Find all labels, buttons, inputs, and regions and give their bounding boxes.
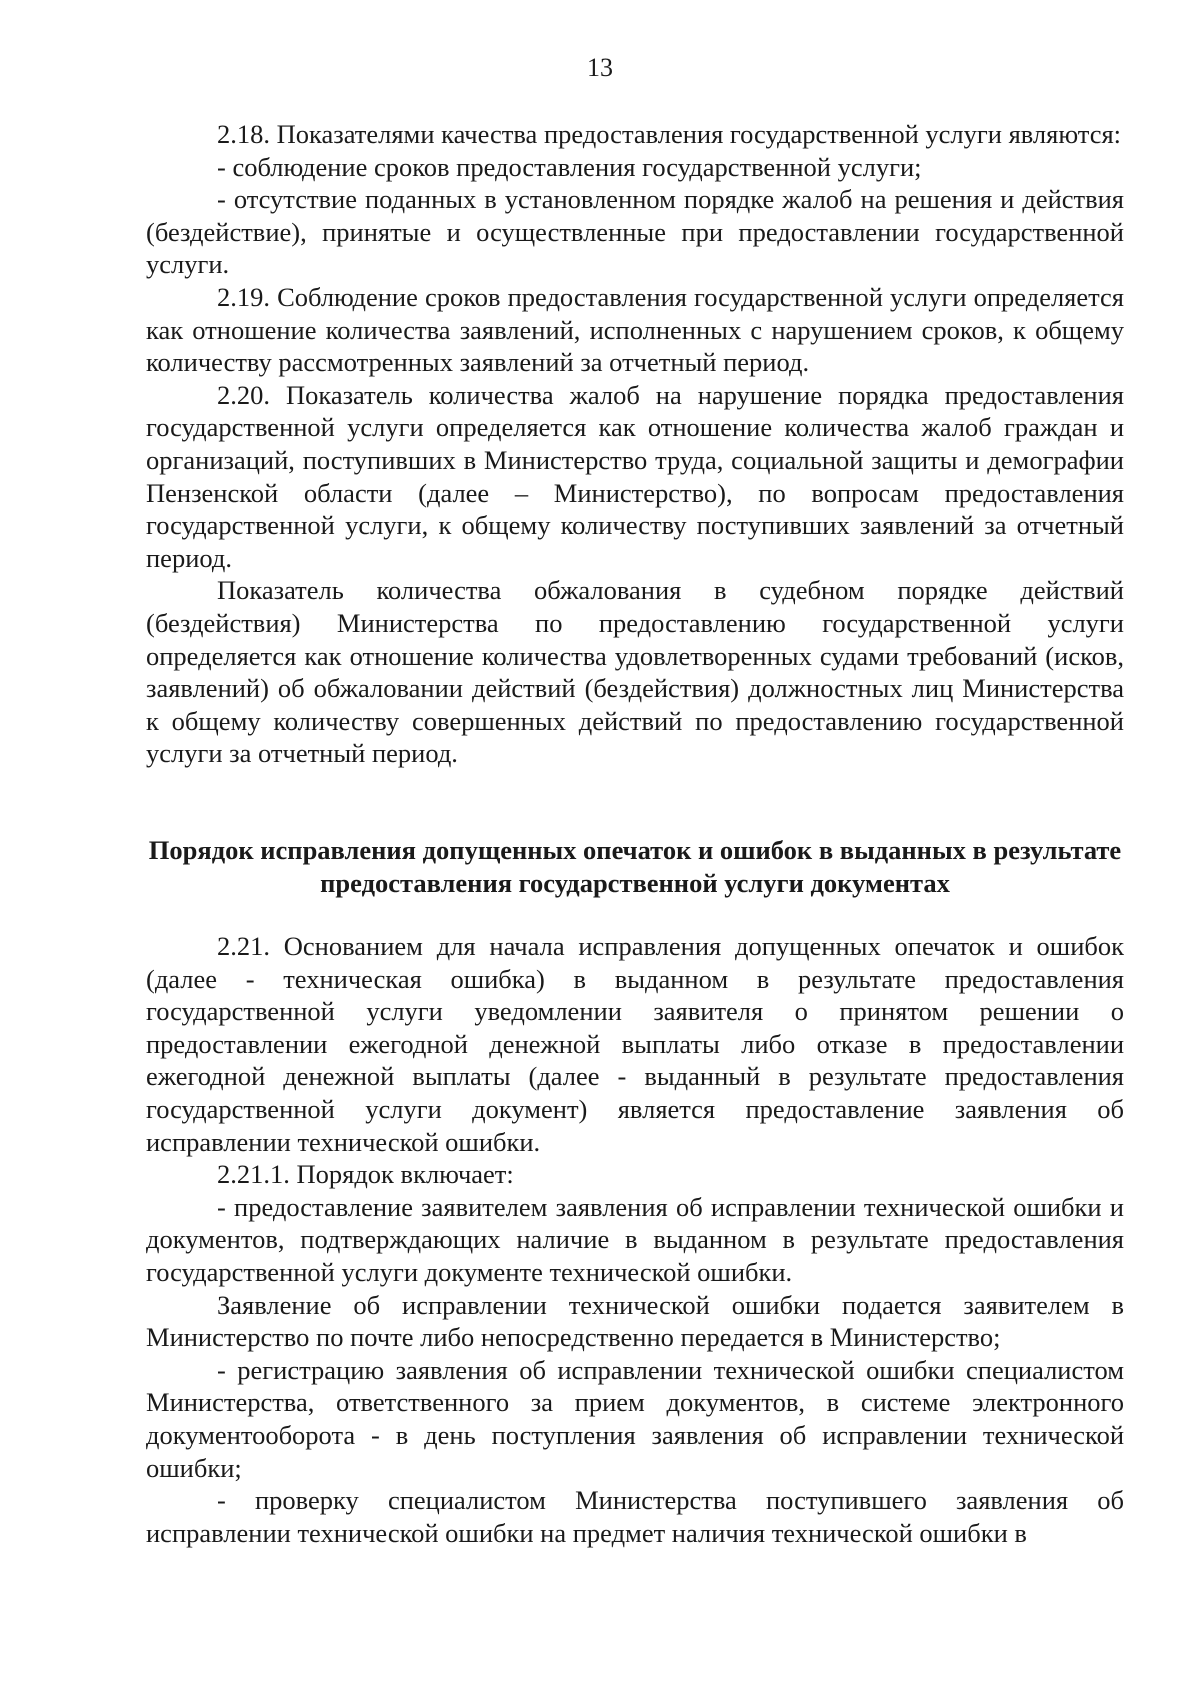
paragraph-2-18: 2.18. Показателями качества предоставления государственной услуги являются:	[217, 119, 1122, 149]
section-quality-indicators	[146, 118, 1124, 770]
paragraph-2-21-1: 2.21.1. Порядок включает:	[217, 1159, 514, 1190]
list-item-deadlines: - соблюдение сроков предоставления государственной услуги;	[217, 151, 922, 182]
paragraph-2-21: 2.21. Основанием для начала исправления допущенных опечаток и ошибок (далее - техническая ошибка) в выданном в результате предоставления государственной услуги уведомлении заявителя о принятом решении о предоставлении ежегодной денежной выплаты либо отказе в предоставлении ежегодной денежной выплаты (далее - выданный в результате предоставления государственной услуги документ) является предоставление заявления об исправлении технической ошибки.	[146, 931, 1124, 1157]
list-item-no-complaints: - отсутствие поданных в установленном порядке жалоб на решения и действия (бездействие), принятые и осуществленные при предоставлении государственной услуги.	[146, 184, 1124, 280]
list-item-verification: - проверку специалистом Министерства поступившего заявления об исправлении технической ошибки на предмет наличия технической ошибки в	[146, 1485, 1124, 1548]
paragraph-2-19: 2.19. Соблюдение сроков предоставления государственной услуги определяется как отношение количества заявлений, исполненных с нарушением сроков, к общему количеству рассмотренных заявлений за отчетный период.	[146, 281, 1124, 378]
section-error-correction	[146, 930, 1124, 1549]
list-item-submission: - предоставление заявителем заявления об исправлении технической ошибки и документов, подтверждающих наличие в выданном в результате предоставления государственной услуги документе технической ошибки.	[146, 1191, 1124, 1287]
section-heading: Порядок исправления допущенных опечаток и ошибок в выданных в результате предоставления государственной услуги документах	[148, 835, 1122, 898]
paragraph-court-appeals: Показатель количества обжалования в судебном порядке действий (бездействия) Министерства по предоставлению государственной услуги определяется как отношение количества удовлетворенных судами требований (исков, заявлений) об обжаловании действий (бездействия) должностных лиц Министерства к общему количеству совершенных действий по предоставлению государственной услуги за отчетный период.	[146, 575, 1124, 769]
paragraph-2-20: 2.20. Показатель количества жалоб на нарушение порядка предоставления государственной услуги определяется как отношение количества жалоб граждан и организаций, поступивших в Министерство труда, социальной защиты и демографии Пензенской области (далее – Министерство), по вопросам предоставления государственной услуги, к общему количеству поступивших заявлений за отчетный период.	[146, 379, 1124, 573]
paragraph-submission-method: Заявление об исправлении технической ошибки подается заявителем в Министерство по почте либо непосредственно передается в Министерство;	[146, 1289, 1124, 1353]
page-number: 13	[587, 53, 613, 82]
list-item-registration: - регистрацию заявления об исправлении технической ошибки специалистом Министерства, ответственного за прием документов, в системе электронного документооборота - в день поступления заявления об исправлении технической ошибки;	[146, 1354, 1124, 1483]
